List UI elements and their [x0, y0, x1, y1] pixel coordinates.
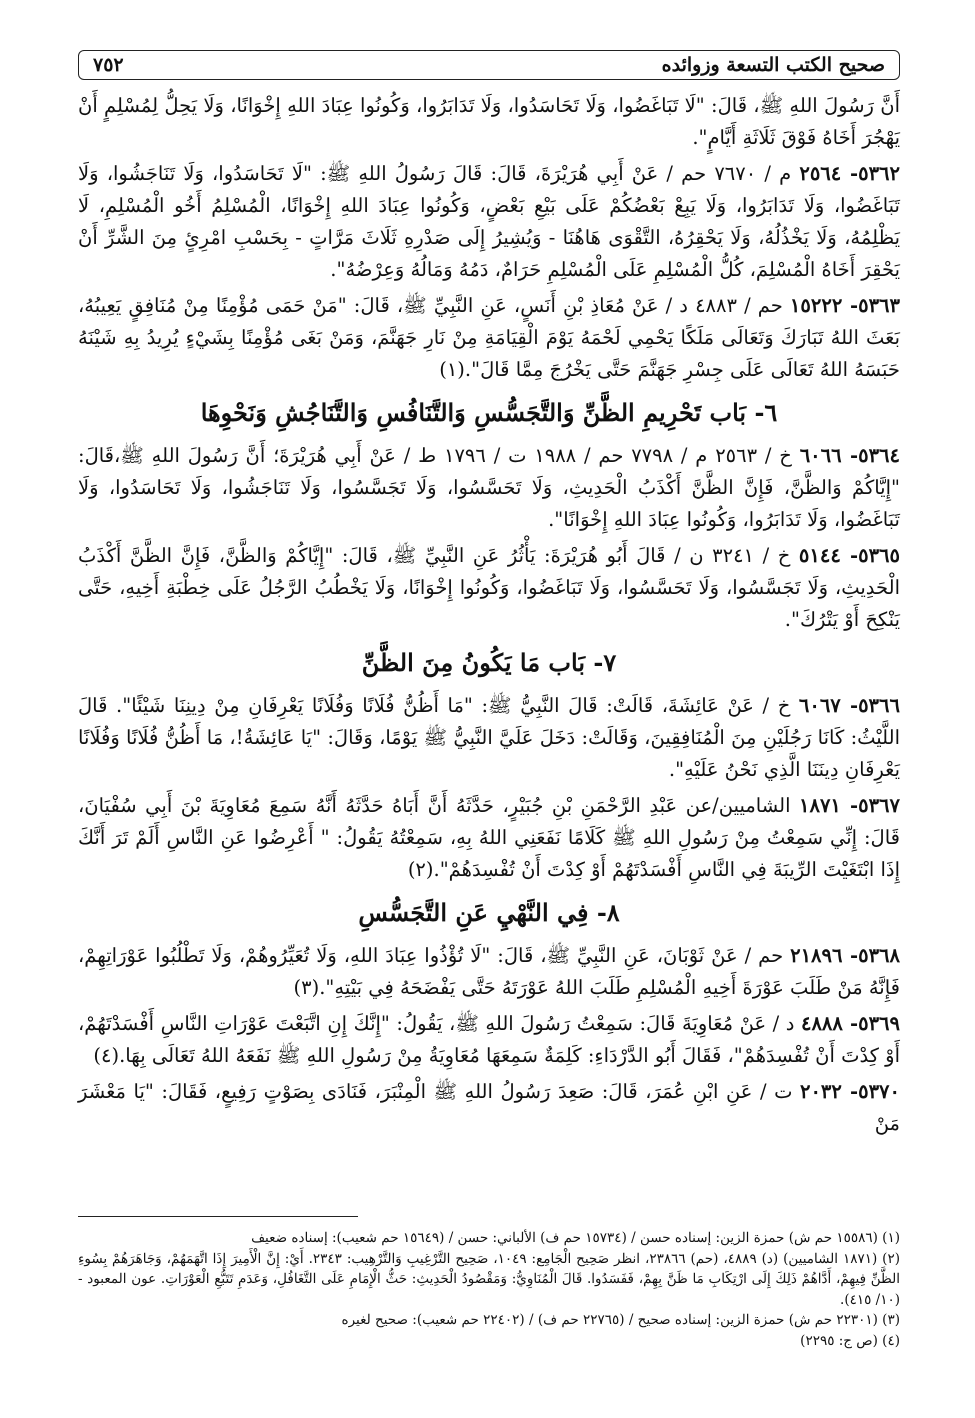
- hadith-number: ٥٣٦٣- ١٥٢٢٢: [789, 294, 900, 317]
- hadith-5367: ٥٣٦٧- ١٨٧١ الشاميين/عن عَبْدِ الرَّحْمَنِ بْنِ جُبَيْرٍ، حَدَّثَهُ أَنَّ أَبَاهُ حَدَّثَهُ أَنَّهُ سَمِعَ مُعَاوِيَةَ بْنَ أَبِي سُفْيَانَ، قَالَ: إِنِّي سَمِعْتُ مِنْ رَسُولِ اللهِ ﷺ كَلَامًا نَفَعَنِي اللهُ بِهِ، سَمِعْتُهُ يَقُولُ: " أَعْرِضُوا عَنِ النَّاسِ أَلَمْ تَرَ أَنَّكَ إِذَا ابْتَغَيْتَ الرِّيبَةَ فِي النَّاسِ أَفْسَدْتَهُمْ أَوْ كِدْتَ أَنْ تُفْسِدَهُمْ".(٢): [78, 794, 900, 881]
- hadith-continuation: أَنَّ رَسُولَ اللهِ ﷺ، قَالَ: "لَا تَبَاغَضُوا، وَلَا تَحَاسَدُوا، وَلَا تَدَابَرُوا، وَكُونُوا عِبَادَ اللهِ إِخْوَانًا، وَلَا يَحِلُّ لِمُسْلِمٍ أَنْ يَهْجُرَ أَخَاهُ فَوْقَ ثَلَاثَةِ أَيَّامٍ".: [78, 94, 900, 149]
- hadith-number: ٥٣٦٦- ٦٠٦٧: [798, 694, 900, 717]
- hadith-5365: ٥٣٦٥- ٥١٤٤ خ / ٣٢٤١ ن / قَالَ أَبُو هُرَيْرَةَ: يَأْثُرُ عَنِ النَّبِيِّ ﷺ، قَالَ: "إِيَّاكُمْ وَالظَّنَّ، فَإِنَّ الظَّنَّ أَكْذَبُ الْحَدِيثِ، وَلَا تَجَسَّسُوا، وَلَا تَحَسَّسُوا، وَلَا تَبَاغَضُوا، وَكُونُوا إِخْوَانًا، وَلَا يَخْطُبُ الرَّجُلُ عَلَى خِطْبَةِ أَخِيهِ، حَتَّى يَنْكِحَ أَوْ يَتْرُكَ".: [78, 544, 900, 631]
- footnote-separator: [78, 1216, 358, 1217]
- hadith-number: ٥٣٦٩- ٤٨٨٨: [800, 1012, 900, 1035]
- hadith-number: ٥٣٦٧- ١٨٧١: [799, 794, 900, 817]
- page-number: ٧٥٢: [93, 54, 124, 76]
- chapter-heading-8: ٨- فِي النَّهْيِ عَنِ التَّجَسُّسِ: [358, 898, 620, 927]
- hadith-5369: ٥٣٦٩- ٤٨٨٨ د / عَنْ مُعَاوِيَةَ قَالَ: سَمِعْتُ رَسُولَ اللهِ ﷺ، يَقُولُ: "إِنَّكَ إِنِ اتَّبَعْتَ عَوْرَاتِ النَّاسِ أَفْسَدْتَهُمْ، أَوْ كِدْتَ أَنْ تُفْسِدَهُمْ"، فَقَالَ أَبُو الدَّرْدَاءِ: كَلِمَةٌ سَمِعَهَا مُعَاوِيَةُ مِنْ رَسُولِ اللهِ ﷺ نَفَعَهُ اللهُ تَعَالَى بِهَا.(٤): [78, 1012, 900, 1067]
- running-header: [78, 50, 900, 80]
- hadith-number: ٥٣٦٢- ٢٥٦٤: [799, 162, 900, 185]
- chapter-heading-6: ٦- بَاب تَحْرِيمِ الظَّنِّ وَالتَّجَسُّسِ وَالتَّنَافُسِ وَالتَّنَاجُشِ وَنَحْوِهَا: [200, 398, 778, 427]
- chapter-heading-7: ٧- بَاب مَا يَكُونُ مِنَ الظَّنِّ: [361, 648, 617, 677]
- hadith-5362: ٥٣٦٢- ٢٥٦٤ م / ٧٦٧٠ حم / عَنْ أَبِي هُرَيْرَةَ، قَالَ: قَالَ رَسُولُ اللهِ ﷺ: "لَا تَحَاسَدُوا، وَلَا تَنَاجَشُوا، وَلَا تَبَاغَضُوا، وَلَا تَدَابَرُوا، وَلَا يَبِعْ بَعْضُكُمْ عَلَى بَيْعِ بَعْضٍ، وَكُونُوا عِبَادَ اللهِ إِخْوَانًا، الْمُسْلِمُ أَخُو الْمُسْلِمِ، لَا يَظْلِمُهُ، وَلَا يَخْذُلُهُ، وَلَا يَحْقِرُهُ، التَّقْوَى هَاهُنَا - وَيُشِيرُ إِلَى صَدْرِهِ ثَلَاثَ مَرَّاتٍ - بِحَسْبِ امْرِئٍ مِنَ الشَّرِّ أَنْ يَحْقِرَ أَخَاهُ الْمُسْلِمَ، كُلُّ الْمُسْلِمِ عَلَى الْمُسْلِمِ حَرَامٌ، دَمُهُ وَمَالُهُ وَعِرْضُهُ".: [78, 162, 900, 281]
- hadith-5366: ٥٣٦٦- ٦٠٦٧ خ / عَنْ عَائِشَةَ، قَالَتْ: قَالَ النَّبِيُّ ﷺ: "مَا أَظُنُّ فُلَانًا وَفُلَانًا يَعْرِفَانِ مِنْ دِينِنَا شَيْئًا". قَالَ اللَّيْثُ: كَانَا رَجُلَيْنِ مِنَ الْمُنَافِقِينَ، وَقَالَتْ: دَخَلَ عَلَيَّ النَّبِيُّ ﷺ يَوْمًا، وَقَالَ: "يَا عَائِشَةُ!، مَا أَظُنُّ فُلَانًا وَفُلَانًا يَعْرِفَانِ دِينَنَا الَّذِي نَحْنُ عَلَيْهِ".: [78, 694, 900, 781]
- hadith-number: ٥٣٦٥- ٥١٤٤: [798, 544, 900, 567]
- hadith-5368: ٥٣٦٨- ٢١٨٩٦ حم / عَنْ ثَوْبَانَ، عَنِ النَّبِيِّ ﷺ، قَالَ: "لَا تُؤْذُوا عِبَادَ اللهِ، وَلَا تُعَيِّرُوهُمْ، وَلَا تَطْلُبُوا عَوْرَاتِهِمْ، فَإِنَّهُ مَنْ طَلَبَ عَوْرَةَ أَخِيهِ الْمُسْلِمِ طَلَبَ اللهُ عَوْرَتَهُ حَتَّى يَفْضَحَهُ فِي بَيْتِهِ".(٣): [78, 944, 900, 999]
- hadith-5370: ٥٣٧٠- ٢٠٣٢ ت / عَنِ ابْنِ عُمَرَ، قَالَ: صَعِدَ رَسُولُ اللهِ ﷺ الْمِنْبَرَ، فَنَادَى بِصَوْتٍ رَفِيعٍ، فَقَالَ: "يَا مَعْشَرَ مَنْ: [78, 1080, 900, 1135]
- footnote-2: (٢) (١٨٧١ الشاميين) (د) ٤٨٨٩، (حم) ٢٣٨٦٦، انظر صَحِيح الْجَامِع: ١٠٤٩، صَحِيح التَّرْغِيبِ وَالتَّرْهِيب: ٢٣٤٣. أَيْ: إِنَّ الْأَمِيرَ إِذَا اتَّهَمَهُمْ، وَجَاهَرَهُمْ بِسُوءِ الظَّنِّ فِيهِمْ، أَدَّاهُمْ ذَلِكَ إِلَى ارْتِكَابِ مَا ظَنَّ بِهِمْ، فَفَسَدُوا. قَالَ الْمُنَاوِيُّ: وَمَقْصُودُ الْحَدِيثِ: حَثُّ الْإِمَامِ عَلَى التَّغَافُلِ، وَعَدَمِ تَتَبُّعِ الْعَوْرَاتِ. عون المعبود - (١٠/ ٤١٥).: [78, 1250, 900, 1308]
- hadith-number: ٥٣٧٠- ٢٠٣٢: [799, 1080, 900, 1103]
- hadith-number: ٥٣٦٨- ٢١٨٩٦: [790, 944, 900, 967]
- hadith-5364: ٥٣٦٤- ٦٠٦٦ خ / ٢٥٦٣ م / ٧٧٩٨ حم / ١٩٨٨ ت / ١٧٩٦ ط / عَنْ أَبِي هُرَيْرَةَ؛ أَنَّ رَسُولَ اللهِ ﷺ،قَالَ: "إِيَّاكُمْ وَالظَّنَّ، فَإِنَّ الظَّنَّ أَكْذَبُ الْحَدِيثِ، وَلَا تَحَسَّسُوا، وَلَا تَجَسَّسُوا، وَلَا تَنَاجَشُوا، وَلَا تَحَاسَدُوا، وَلَا تَبَاغَضُوا، وَلَا تَدَابَرُوا، وَكُونُوا عِبَادَ اللهِ إِخْوَانًا".: [78, 444, 900, 531]
- footnote-3: (٣) (٢٢٣٠١ حم ش) حمزة الزين: إسناده صحيح / (٢٢٧٦٥ حم ف) / (٢٢٤٠٢ حم شعيب): صحيح لغيره: [341, 1312, 900, 1328]
- book-title: صحيح الكتب التسعة وزوائده: [661, 54, 885, 76]
- page-body: [78, 50, 900, 1144]
- hadith-number: ٥٣٦٤- ٦٠٦٦: [799, 444, 900, 467]
- footnotes: [78, 1228, 900, 1351]
- footnote-1: (١) (١٥٥٨٦ حم ش) حمزة الزين: إسناده حسن / (١٥٧٣٤ حم ف) الألباني: حسن / (١٥٦٤٩ حم شعيب): إسناده ضعيف: [251, 1230, 900, 1246]
- footnote-4: (٤) (ص ج: ٢٢٩٥): [800, 1332, 900, 1349]
- hadith-5363: ٥٣٦٣- ١٥٢٢٢ حم / ٤٨٨٣ د / عَنْ مُعَاذِ بْنِ أَنَسٍ، عَنِ النَّبِيِّ ﷺ، قَالَ: "مَنْ حَمَى مُؤْمِنًا مِنْ مُنَافِقٍ يَعِيبُهُ، بَعَثَ اللهُ تَبَارَكَ وَتَعَالَى مَلَكًا يَحْمِي لَحْمَهُ يَوْمَ الْقِيَامَةِ مِنْ نَارِ جَهَنَّمَ، وَمَنْ بَغَى مُؤْمِنًا بِشَيْءٍ يُرِيدُ بِهِ شَيْنَهُ حَبَسَهُ اللهُ تَعَالَى عَلَى جِسْرِ جَهَنَّمَ حَتَّى يَخْرُجَ مِمَّا قَالَ".(١): [78, 294, 900, 381]
